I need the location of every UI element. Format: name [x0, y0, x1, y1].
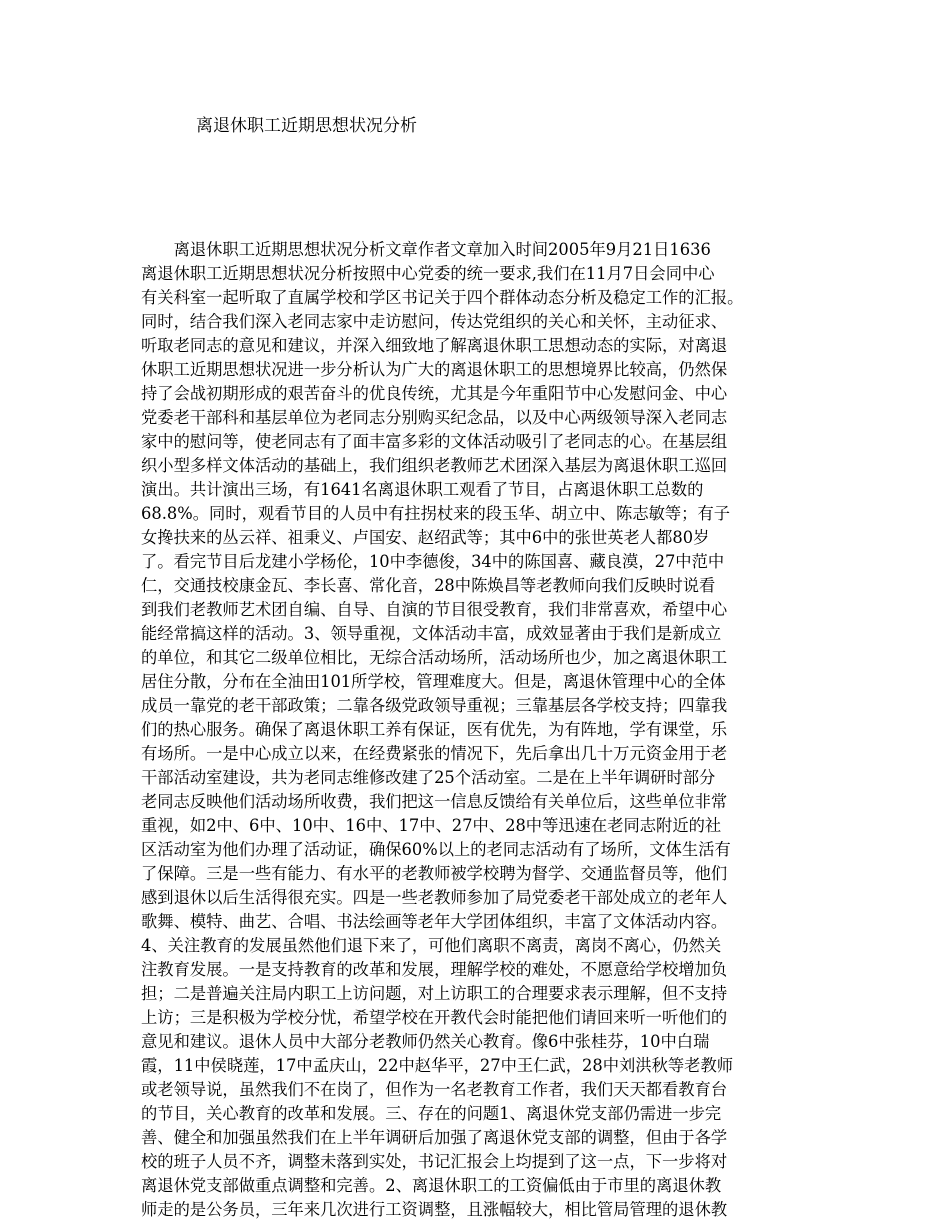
body-text-line: 感到退休以后生活得很充实。四是一些老教师参加了局党委老干部处成立的老年人	[141, 888, 728, 907]
body-text-line: 演出。共计演出三场，有1641名离退休职工观看了节目，占离退休职工总数的	[141, 480, 704, 499]
body-text-line: 离退休职工近期思想状况分析按照中心党委的统一要求,我们在11月7日会同中心	[141, 264, 715, 283]
body-text-line: 重视，如2中、6中、10中、16中、17中、27中、28中等迅速在老同志附近的社	[141, 816, 722, 835]
body-text-line: 听取老同志的意见和建议，并深入细致地了解离退休职工思想动态的实际，对离退	[141, 336, 728, 355]
body-text-line: 休职工近期思想状况进一步分析认为广大的离退休职工的思想境界比较高，仍然保	[141, 360, 728, 379]
body-text-line: 或老领导说，虽然我们不在岗了，但作为一名老教育工作者，我们天天都看教育台	[141, 1080, 728, 1099]
body-text-line: 离退休党支部做重点调整和完善。2、离退休职工的工资偏低由于市里的离退休教	[141, 1176, 722, 1195]
body-text-line: 有关科室一起听取了直属学校和学区书记关于四个群体动态分析及稳定工作的汇报。	[141, 288, 744, 307]
body-text-line: 了。看完节目后龙建小学杨伦，10中李德俊，34中的陈国喜、藏良漠，27中范中	[141, 552, 725, 571]
body-text-line: 的单位，和其它二级单位相比，无综合活动场所，活动场所也少，加之离退休职工	[141, 648, 728, 667]
body-text-line: 意见和建议。退休人员中大部分老教师仍然关心教育。像6中张桂芬，10中白瑞	[141, 1032, 710, 1051]
body-text-line: 担；二是普遍关注局内职工上访问题，对上访职工的合理要求表示理解，但不支持	[141, 984, 728, 1003]
body-text-line: 了保障。三是一些有能力、有水平的老教师被学校聘为督学、交通监督员等，他们	[141, 864, 728, 883]
body-text-line: 68.8%。同时，观看节目的人员中有拄拐杖来的段玉华、胡立中、陈志敏等；有子	[141, 504, 731, 523]
body-text-line: 持了会战初期形成的艰苦奋斗的优良传统，尤其是今年重阳节中心发慰问金、中心	[141, 384, 728, 403]
body-text-line: 织小型多样文体活动的基础上，我们组织老教师艺术团深入基层为离退休职工巡回	[141, 456, 728, 475]
body-text-line: 党委老干部科和基层单位为老同志分别购买纪念品，以及中心两级领导深入老同志	[141, 408, 728, 427]
body-text-line: 女搀扶来的丛云祥、祖秉义、卢国安、赵绍武等；其中6中的张世英老人都80岁	[141, 528, 710, 547]
body-text-line: 4、关注教育的发展虽然他们退下来了，可他们离职不离责，离岗不离心，仍然关	[141, 936, 722, 955]
body-text-line: 到我们老教师艺术团自编、自导、自演的节目很受教育，我们非常喜欢，希望中心	[141, 600, 728, 619]
body-text-line: 干部活动室建设，共为老同志维修改建了25个活动室。二是在上半年调研时部分	[141, 768, 716, 787]
body-text-line: 的节目，关心教育的改革和发展。三、存在的问题1、离退休党支部仍需进一步完	[141, 1104, 722, 1123]
body-text-line: 师走的是公务员，三年来几次进行工资调整，且涨幅较大，相比管局管理的退休教	[141, 1200, 728, 1219]
body-text-line: 成员一靠党的老干部政策；二靠各级党政领导重视；三靠基层各学校支持；四靠我	[141, 696, 728, 715]
body-text-line: 歌舞、模特、曲艺、合唱、书法绘画等老年大学团体组织，丰富了文体活动内容。	[141, 912, 728, 931]
body-text-line: 上访；三是积极为学校分忧，希望学校在开教代会时能把他们请回来听一听他们的	[141, 1008, 728, 1027]
body-text-line: 老同志反映他们活动场所收费，我们把这一信息反馈给有关单位后，这些单位非常	[141, 792, 728, 811]
document-title: 离退休职工近期思想状况分析	[196, 116, 417, 136]
body-text-line: 离退休职工近期思想状况分析文章作者文章加入时间2005年9月21日1636	[141, 240, 711, 259]
body-text-line: 能经常搞这样的活动。3、领导重视，文体活动丰富，成效显著由于我们是新成立	[141, 624, 722, 643]
body-text-line: 同时，结合我们深入老同志家中走访慰问，传达党组织的关心和关怀，主动征求、	[141, 312, 728, 331]
body-text-line: 注教育发展。一是支持教育的改革和发展，理解学校的难处，不愿意给学校增加负	[141, 960, 728, 979]
body-text-line: 善、健全和加强虽然我们在上半年调研后加强了离退休党支部的调整，但由于各学	[141, 1128, 728, 1147]
body-text-line: 居住分散，分布在全油田101所学校，管理难度大。但是，离退休管理中心的全体	[141, 672, 726, 691]
body-text-line: 霞，11中侯晓莲，17中孟庆山，22中赵华平，27中王仁武，28中刘洪秋等老教师	[141, 1056, 734, 1075]
body-text-line: 仁，交通技校康金瓦、李长喜、常化音，28中陈焕昌等老教师向我们反映时说看	[141, 576, 716, 595]
body-text-line: 们的热心服务。确保了离退休职工养有保证，医有优先，为有阵地，学有课堂，乐	[141, 720, 728, 739]
body-text-line: 有场所。一是中心成立以来，在经费紧张的情况下，先后拿出几十万元资金用于老	[141, 744, 728, 763]
body-text-line: 家中的慰问等，使老同志有了面丰富多彩的文体活动吸引了老同志的心。在基层组	[141, 432, 728, 451]
body-text-line: 区活动室为他们办理了活动证，确保60%以上的老同志活动有了场所，文体生活有	[141, 840, 731, 859]
document-body	[141, 238, 821, 1222]
body-text-line: 校的班子人员不齐，调整未落到实处，书记汇报会上均提到了这一点，下一步将对	[141, 1152, 728, 1171]
